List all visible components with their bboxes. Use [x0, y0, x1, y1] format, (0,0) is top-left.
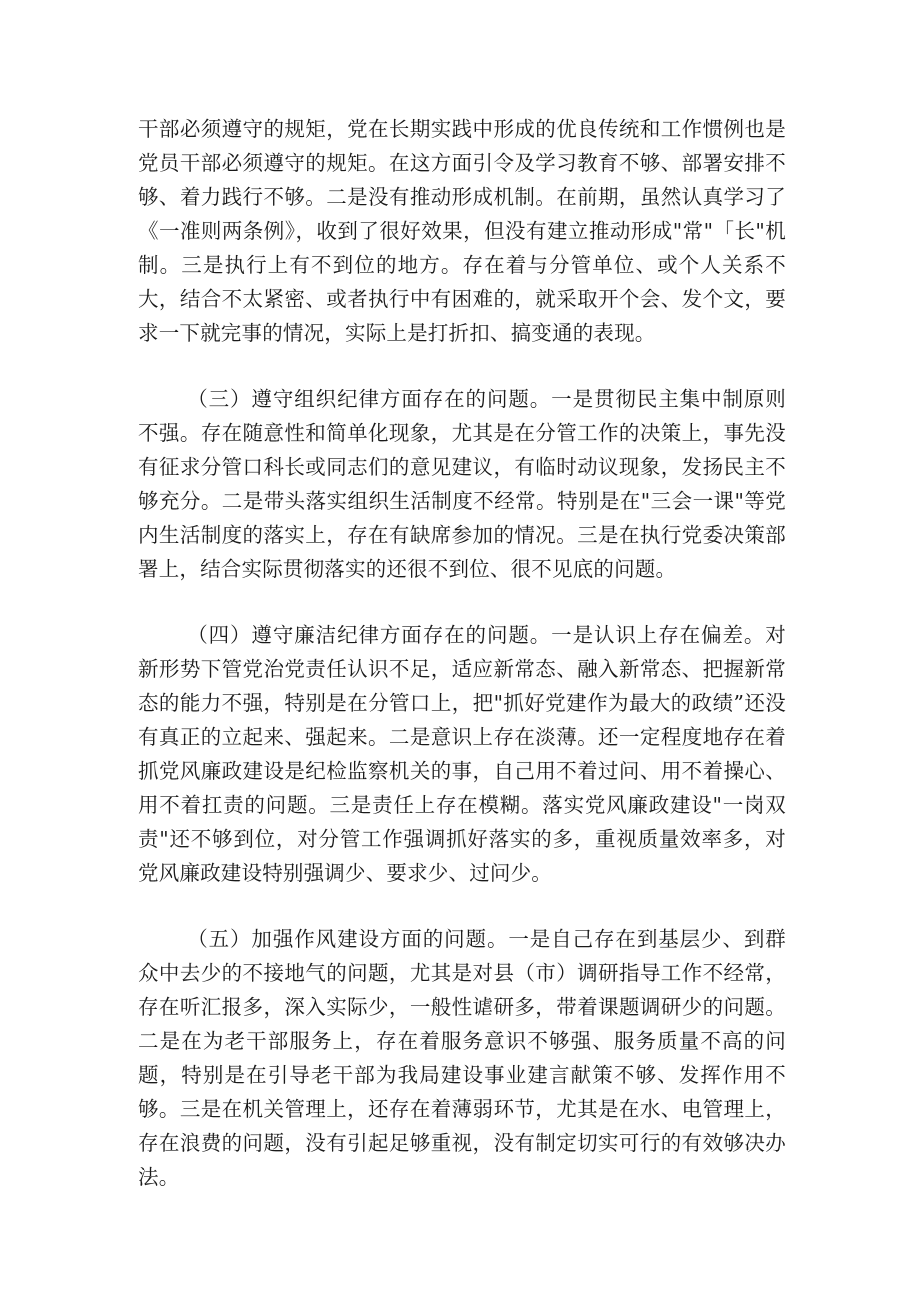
paragraph-work-style: （五）加强作风建设方面的问题。一是自己存在到基层少、到群众中去少的不接地气的问题，尤其是对县（市）调研指导工作不经常，存在听汇报多，深入实际少，一般性谑研多，带着课题调研少的问题。二是在为老干部服务上，存在着服务意识不够强、服务质量不高的问题，特别是在引导老干部为我局建设事业建言献策不够、发挥作用不够。三是在机关管理上，还存在着薄弱环节，尤其是在水、电管理上，存在浪费的问题，没有引起足够重视，没有制定切实可行的有效够决办法。 — [138, 927, 786, 1189]
paragraph-integrity-discipline: （四）遵守廉洁纪律方面存在的问题。一是认识上存在偏差。对新形势下管党治党责任认识不足，适应新常态、融入新常态、把握新常态的能力不强，特别是在分管口上，把"抓好党建作为最大的政绩”还没有真正的立起来、强起来。二是意识上存在淡薄。还一定程度地存在着抓党风廉政建设是纪检监察机关的事，自己用不着过问、用不着操心、用不着扛责的问题。三是责任上存在模糊。落实党风廉政建设"一岗双责"还不够到位，对分管工作强调抓好落实的多，重视质量效率多，对党风廉政建设特别强调少、要求少、过问少。 — [138, 623, 786, 885]
paragraph-organizational-discipline: （三）遵守组织纪律方面存在的问题。一是贯彻民主集中制原则不强。存在随意性和简单化现象，尤其是在分管工作的决策上，事先没有征求分管口科长或同志们的意见建议，有临时动议现象，发扬民主不够充分。二是带头落实组织生活制度不经常。特别是在"三会一课"等党内生活制度的落实上，存在有缺席参加的情况。三是在执行党委决策部署上，结合实际贯彻落实的还很不到位、很不见底的问题。 — [138, 387, 786, 581]
document-body — [138, 112, 786, 1194]
paragraph-continuation: 干部必须遵守的规矩，党在长期实践中形成的优良传统和工作惯例也是党员干部必须遵守的规矩。在这方面引令及学习教育不够、部署安排不够、着力践行不够。二是没有推动形成机制。在前期，虽然认真学习了《一准则两条例》，收到了很好效果，但没有建立推动形成"常"「长"机制。三是执行上有不到位的地方。存在着与分管单位、或个人关系不大，结合不太紧密、或者执行中有困难的，就采取开个会、发个文，要求一下就完事的情况，实际上是打折扣、搞变通的表现。 — [138, 117, 786, 345]
